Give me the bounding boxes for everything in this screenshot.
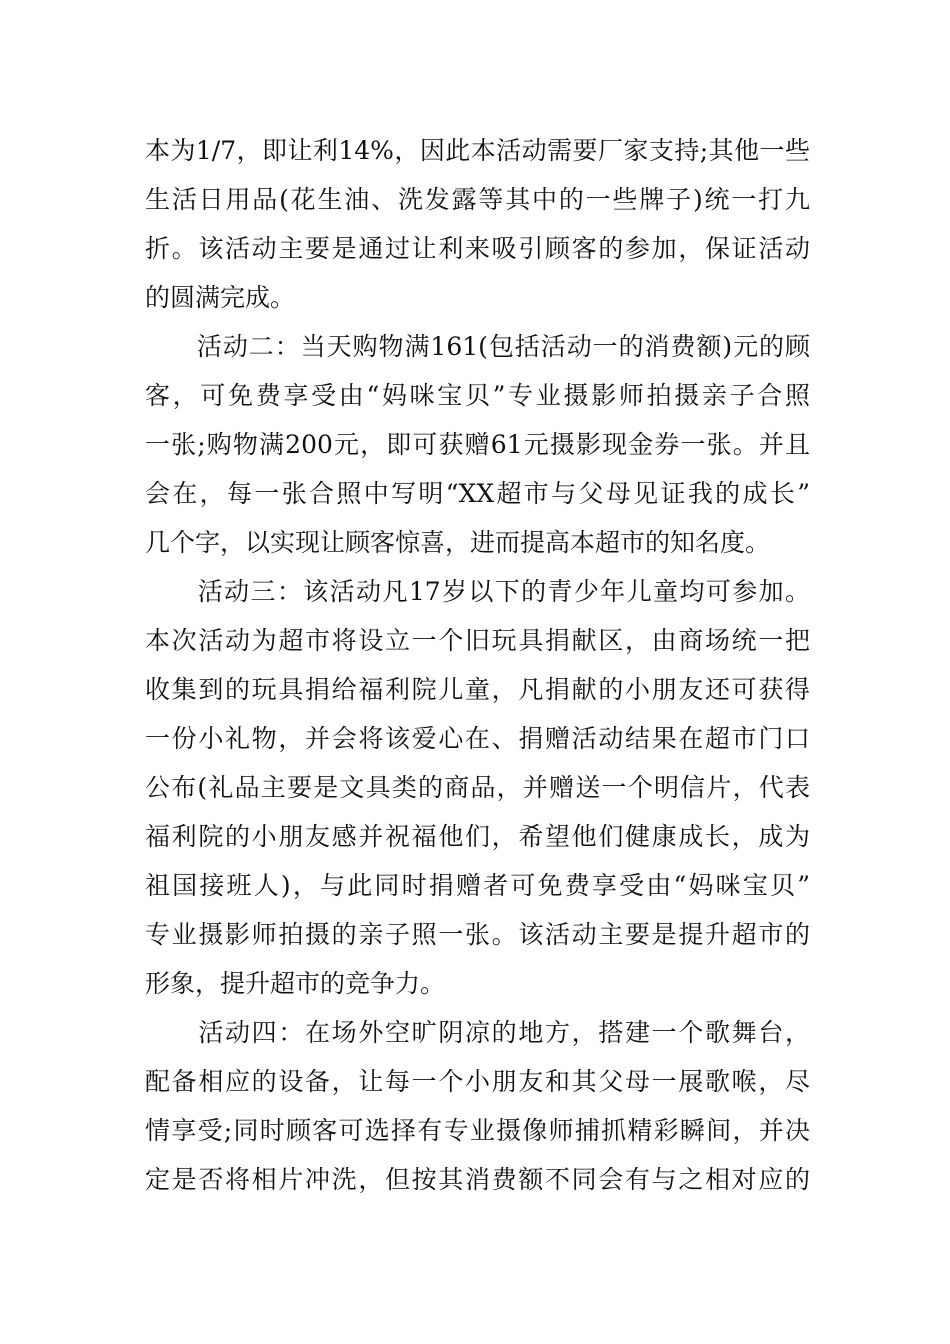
text-line: 专业摄影师拍摄的亲子照一张。该活动主要是提升超市的	[145, 920, 810, 949]
text-line: 活动三：该活动凡17岁以下的青少年儿童均可参加。	[145, 577, 810, 606]
text-line: 客，可免费享受由“妈咪宝贝”专业摄影师拍摄亲子合照	[145, 381, 810, 410]
text-line: 本为1/7，即让利14%，因此本活动需要厂家支持;其他一些	[145, 136, 810, 165]
text-line: 生活日用品(花生油、洗发露等其中的一些牌子)统一打九	[145, 185, 810, 214]
text-line: 公布(礼品主要是文具类的商品，并赠送一个明信片，代表	[145, 773, 810, 802]
text-line: 几个字，以实现让顾客惊喜，进而提高本超市的知名度。	[145, 528, 771, 557]
text-line: 本次活动为超市将设立一个旧玩具捐献区，由商场统一把	[145, 626, 810, 655]
text-line: 活动四：在场外空旷阴凉的地方，搭建一个歌舞台，	[145, 1018, 810, 1047]
document-body	[145, 128, 810, 1206]
text-line: 定是否将相片冲洗，但按其消费额不同会有与之相对应的	[145, 1165, 810, 1194]
text-line: 情享受;同时顾客可选择有专业摄像师捕抓精彩瞬间，并决	[145, 1116, 810, 1145]
text-line: 活动二：当天购物满161(包括活动一的消费额)元的顾	[145, 332, 810, 361]
text-line: 一张;购物满200元，即可获赠61元摄影现金券一张。并且	[145, 430, 810, 459]
text-line: 会在，每一张合照中写明“XX超市与父母见证我的成长”	[145, 479, 810, 508]
text-line: 形象，提升超市的竞争力。	[145, 969, 446, 998]
text-line: 的圆满完成。	[145, 283, 296, 312]
text-line: 折。该活动主要是通过让利来吸引顾客的参加，保证活动	[145, 234, 810, 263]
text-line: 一份小礼物，并会将该爱心在、捐赠活动结果在超市门口	[145, 724, 810, 753]
text-line: 祖国接班人)，与此同时捐赠者可免费享受由“妈咪宝贝”	[145, 871, 810, 900]
text-line: 收集到的玩具捐给福利院儿童，凡捐献的小朋友还可获得	[145, 675, 810, 704]
text-line: 福利院的小朋友感并祝福他们，希望他们健康成长，成为	[145, 822, 810, 851]
text-line: 配备相应的设备，让每一个小朋友和其父母一展歌喉，尽	[145, 1067, 810, 1096]
